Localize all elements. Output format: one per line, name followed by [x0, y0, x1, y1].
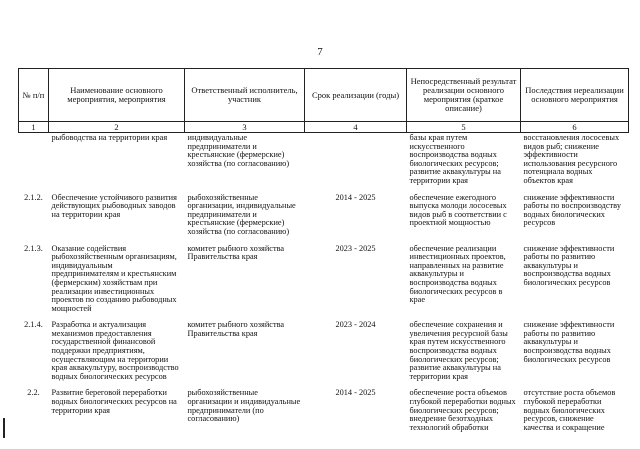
table-row: [19, 313, 629, 381]
column-number: 4: [305, 122, 407, 133]
row-responsible: комитет рыбного хозяйства Правительства края: [187, 243, 285, 262]
row-responsible: рыбохозяйственные организации, индивидуальные предприниматели и крестьянские (фермерские) хозяйства (по согласованию): [187, 192, 296, 236]
page-number: 7: [317, 46, 323, 58]
row-consequences: восстановления лососевых видов рыб; снижение эффективности использования ресурсного потенциала водных объектов края: [523, 133, 620, 185]
header-consequences: Последствия нереализации основного мероприятия: [521, 69, 629, 122]
column-number: 1: [19, 122, 49, 133]
row-number: 2.1.3.: [24, 243, 43, 253]
table-header: [19, 69, 629, 133]
table-row: [19, 133, 629, 186]
row-name: Разработка и актуализация механизмов предоставления государственной финансовой поддержки предприятиям, осуществляющим на территории края аквакультуру, воспроизводство водных биологических ресурсов: [51, 320, 179, 381]
header-period: Срок реализации (годы): [305, 69, 407, 122]
row-result: обеспечение ежегодного выпуска молоди лососевых видов рыб в соответствии с проектной мощностью: [409, 192, 507, 228]
row-number: 2.2.: [27, 388, 40, 398]
row-consequences: снижение эффективности работы по воспроизводству водных биологических ресурсов: [523, 192, 621, 228]
row-name: рыбоводства на территории края: [51, 133, 168, 142]
row-consequences: снижение эффективности работы по развитию аквакультуры и воспроизводства водных биологических ресурсов: [523, 243, 615, 287]
row-consequences: снижение эффективности работы по развитию аквакультуры и воспроизводства водных биологических ресурсов: [523, 320, 615, 364]
header-result: Непосредственный результат реализации основного мероприятия (краткое описание): [407, 69, 521, 122]
row-period: [305, 133, 407, 186]
scan-margin-mark: [3, 418, 5, 438]
row-result: обеспечение реализации инвестиционных проектов, направленных на развитие аквакультуры и воспроизводства водных биологических ресурсов в крае: [409, 243, 506, 305]
column-number: 6: [521, 122, 629, 133]
row-result: обеспечение роста объемов глубокой переработки водных биологических ресурсов; внедрение безотходных технологий обработки: [409, 388, 516, 432]
column-number-row: [19, 122, 629, 133]
row-responsible: комитет рыбного хозяйства Правительства края: [187, 320, 285, 338]
row-responsible: рыбохозяйственные организации и индивидуальные предприниматели (по согласованию): [187, 388, 301, 424]
row-period: 2014 - 2025: [335, 388, 376, 398]
row-number: 2.1.4.: [24, 320, 43, 330]
row-result: базы края путем искусственного воспроизводства водных биологических ресурсов; развитие аквакультуры на территории края: [409, 133, 501, 185]
column-number: 2: [49, 122, 185, 133]
table-row: [19, 186, 629, 237]
row-period: 2023 - 2025: [335, 243, 376, 253]
row-result: обеспечение сохранения и увеличения ресурсной базы края путем искусственного воспроизводства водных биологических ресурсов; развитие аквакультуры на территории края: [409, 320, 508, 381]
column-number: 3: [185, 122, 305, 133]
measures-table: [18, 68, 629, 432]
table-row: [19, 237, 629, 314]
row-responsible: индивидуальные предприниматели и крестьянские (фермерские) хозяйства (по согласованию): [187, 133, 290, 168]
column-number: 5: [407, 122, 521, 133]
row-name: Развитие береговой переработки водных биологических ресурсов на территории края: [51, 388, 177, 415]
header-name: Наименование основного мероприятия, мероприятия: [49, 69, 185, 122]
row-period: 2023 - 2024: [335, 320, 376, 330]
row-number: 2.1.2.: [24, 192, 43, 202]
row-name: Обеспечение устойчивого развития действующих рыбоводных заводов на территории края: [51, 192, 177, 219]
row-name: Оказание содействия рыбохозяйственным организациям, индивидуальным предпринимателям и крестьянским (фермерским) хозяйствам при реализации инвестиционных проектов по созданию рыбоводных мощностей: [51, 243, 177, 313]
header-responsible: Ответственный исполнитель, участник: [185, 69, 305, 122]
row-period: 2014 - 2025: [335, 192, 376, 202]
header-num: № п/п: [19, 69, 49, 122]
row-number: [19, 133, 49, 186]
table-row: [19, 381, 629, 432]
row-consequences: отсутствие роста объемов глубокой переработки водных биологических ресурсов, снижение качества и сокращение: [523, 388, 616, 432]
